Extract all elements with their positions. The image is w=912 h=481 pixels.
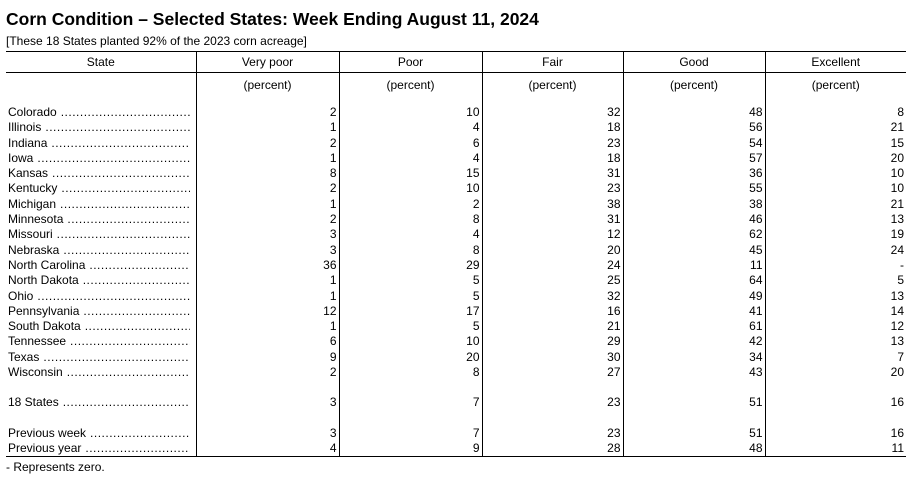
value-cell: 10 [339,181,482,196]
spacer-cell [339,380,482,395]
state-cell [6,212,196,227]
value-cell: 2 [196,136,339,151]
value-cell: 55 [623,181,765,196]
value-cell: 48 [623,105,765,120]
state-cell [6,289,196,304]
column-header-poor: Poor [339,52,482,73]
table-row [6,105,906,120]
state-name: Nebraska [8,242,60,257]
table-body [6,97,906,457]
value-cell: 38 [482,197,623,212]
dot-leader [43,350,189,365]
dot-leader [67,212,189,227]
units-cell: (percent) [623,73,765,98]
value-cell: 6 [196,334,339,349]
table-row [6,136,906,151]
value-cell: 3 [196,426,339,441]
value-cell: 2 [196,181,339,196]
value-cell: 4 [196,441,339,457]
spacer-cell [339,97,482,105]
state-name: Iowa [8,150,34,165]
value-cell: 23 [482,136,623,151]
value-cell: 2 [196,105,339,120]
state-name: Missouri [8,227,53,242]
spacer-cell [765,411,906,426]
value-cell: 6 [339,136,482,151]
value-cell: 8 [765,105,906,120]
value-cell: 45 [623,243,765,258]
dot-leader [63,395,190,410]
value-cell: 4 [339,120,482,135]
spacer-row [6,97,906,105]
value-cell: 1 [196,319,339,334]
dot-leader [90,426,189,441]
value-cell: 15 [339,166,482,181]
value-cell: 10 [339,334,482,349]
value-cell: 23 [482,181,623,196]
value-cell: 7 [765,350,906,365]
value-cell: 51 [623,395,765,410]
dot-leader [89,258,189,273]
value-cell: 24 [765,243,906,258]
value-cell: 2 [339,197,482,212]
state-name: Michigan [8,196,57,211]
table-row [6,273,906,288]
state-cell [6,304,196,319]
table-row [6,365,906,380]
state-name: Previous week [8,425,87,440]
dot-leader [63,243,189,258]
state-name: Illinois [8,120,42,135]
dot-leader [70,334,189,349]
value-cell: 8 [339,365,482,380]
condition-table [6,51,906,457]
value-cell: - [765,258,906,273]
value-cell: 1 [196,289,339,304]
state-name: Ohio [8,288,34,303]
value-cell: 62 [623,227,765,242]
column-header-good: Good [623,52,765,73]
spacer-cell [6,411,196,426]
value-cell: 16 [765,395,906,410]
value-cell: 13 [765,289,906,304]
value-cell: 56 [623,120,765,135]
state-cell [6,273,196,288]
value-cell: 36 [196,258,339,273]
value-cell: 61 [623,319,765,334]
value-cell: 24 [482,258,623,273]
value-cell: 31 [482,212,623,227]
spacer-cell [482,380,623,395]
value-cell: 51 [623,426,765,441]
dot-leader [61,105,190,120]
value-cell: 1 [196,120,339,135]
value-cell: 30 [482,350,623,365]
table-row [6,120,906,135]
value-cell: 3 [196,395,339,410]
value-cell: 5 [339,273,482,288]
value-cell: 34 [623,350,765,365]
value-cell: 18 [482,151,623,166]
dot-leader [37,151,189,166]
value-cell: 20 [339,350,482,365]
units-row [6,73,906,98]
units-cell: (percent) [339,73,482,98]
value-cell: 29 [482,334,623,349]
value-cell: 8 [196,166,339,181]
state-cell [6,197,196,212]
value-cell: 9 [196,350,339,365]
table-row [6,227,906,242]
value-cell: 41 [623,304,765,319]
value-cell: 46 [623,212,765,227]
value-cell: 21 [765,197,906,212]
value-cell: 1 [196,151,339,166]
value-cell: 64 [623,273,765,288]
page-title: Corn Condition – Selected States: Week Ending August 11, 2024 [6,9,539,29]
value-cell: 23 [482,395,623,410]
spacer-cell [482,97,623,105]
value-cell: 8 [339,243,482,258]
state-cell [6,120,196,135]
value-cell: 57 [623,151,765,166]
header-row [6,52,906,73]
column-header-very-poor: Very poor [196,52,339,73]
state-cell [6,350,196,365]
value-cell: 7 [339,395,482,410]
value-cell: 18 [482,120,623,135]
value-cell: 2 [196,212,339,227]
value-cell: 5 [339,289,482,304]
state-name: North Dakota [8,273,79,288]
value-cell: 49 [623,289,765,304]
value-cell: 12 [482,227,623,242]
table-row [6,395,906,410]
state-cell [6,334,196,349]
state-cell [6,166,196,181]
value-cell: 28 [482,441,623,457]
value-cell: 17 [339,304,482,319]
state-name: Texas [8,349,40,364]
spacer-row [6,380,906,395]
value-cell: 7 [339,426,482,441]
state-cell [6,105,196,120]
value-cell: 1 [196,197,339,212]
state-cell [6,151,196,166]
table-row [6,181,906,196]
value-cell: 12 [765,319,906,334]
state-cell [6,136,196,151]
value-cell: 2 [196,365,339,380]
value-cell: 5 [765,273,906,288]
spacer-row [6,411,906,426]
state-name: Indiana [8,135,48,150]
units-cell: (percent) [482,73,623,98]
state-name: 18 States [8,395,59,410]
value-cell: 32 [482,289,623,304]
dot-leader [85,319,190,334]
state-cell [6,258,196,273]
dot-leader [51,136,189,151]
value-cell: 13 [765,334,906,349]
value-cell: 8 [339,212,482,227]
value-cell: 16 [765,426,906,441]
spacer-cell [6,97,196,105]
value-cell: 4 [339,227,482,242]
value-cell: 31 [482,166,623,181]
dot-leader [83,304,189,319]
table-row [6,151,906,166]
spacer-cell [765,97,906,105]
value-cell: 27 [482,365,623,380]
value-cell: 21 [765,120,906,135]
state-name: Colorado [8,105,57,119]
table-row [6,166,906,181]
dot-leader [85,441,189,456]
spacer-cell [6,380,196,395]
column-header-excellent: Excellent [765,52,906,73]
state-cell [6,365,196,380]
state-name: Kentucky [8,181,58,196]
spacer-cell [482,411,623,426]
value-cell: 20 [765,365,906,380]
value-cell: 32 [482,105,623,120]
table-row [6,258,906,273]
value-cell: 42 [623,334,765,349]
value-cell: 43 [623,365,765,380]
footnote: - Represents zero. [6,460,105,474]
state-name: Tennessee [8,334,67,349]
table-row [6,289,906,304]
value-cell: 20 [765,151,906,166]
column-header-fair: Fair [482,52,623,73]
value-cell: 13 [765,212,906,227]
value-cell: 20 [482,243,623,258]
state-name: Minnesota [8,212,64,227]
value-cell: 12 [196,304,339,319]
value-cell: 25 [482,273,623,288]
value-cell: 19 [765,227,906,242]
value-cell: 36 [623,166,765,181]
spacer-cell [196,380,339,395]
units-cell: (percent) [196,73,339,98]
spacer-cell [196,97,339,105]
state-name: Wisconsin [8,365,63,380]
value-cell: 16 [482,304,623,319]
table-row [6,212,906,227]
dot-leader [83,273,190,288]
dot-leader [60,197,189,212]
spacer-cell [623,97,765,105]
dot-leader [45,120,189,135]
value-cell: 3 [196,227,339,242]
value-cell: 10 [765,166,906,181]
dot-leader [57,227,190,242]
value-cell: 14 [765,304,906,319]
state-cell [6,181,196,196]
table-row [6,350,906,365]
value-cell: 3 [196,243,339,258]
state-cell [6,243,196,258]
state-name: South Dakota [8,319,81,334]
value-cell: 15 [765,136,906,151]
value-cell: 29 [339,258,482,273]
spacer-cell [765,380,906,395]
dot-leader [61,181,189,196]
table-row [6,334,906,349]
value-cell: 23 [482,426,623,441]
table-row [6,243,906,258]
table-row [6,441,906,457]
dot-leader [52,166,189,181]
dot-leader [37,289,189,304]
table-row [6,426,906,441]
value-cell: 21 [482,319,623,334]
spacer-cell [623,411,765,426]
column-header-state: State [6,52,196,73]
state-cell [6,426,196,441]
value-cell: 4 [339,151,482,166]
state-cell [6,395,196,410]
units-cell-blank [6,73,196,98]
value-cell: 54 [623,136,765,151]
state-cell [6,227,196,242]
state-name: Kansas [8,166,49,181]
page-subtitle: [These 18 States planted 92% of the 2023 corn acreage] [6,34,307,48]
value-cell: 10 [339,105,482,120]
value-cell: 11 [623,258,765,273]
state-cell [6,441,196,457]
value-cell: 11 [765,441,906,457]
spacer-cell [196,411,339,426]
table-row [6,304,906,319]
state-cell [6,319,196,334]
value-cell: 38 [623,197,765,212]
dot-leader [67,365,190,380]
value-cell: 1 [196,273,339,288]
units-cell: (percent) [765,73,906,98]
spacer-cell [623,380,765,395]
spacer-cell [339,411,482,426]
state-name: Pennsylvania [8,303,80,318]
table-row [6,319,906,334]
value-cell: 10 [765,181,906,196]
state-name: North Carolina [8,257,86,272]
state-name: Previous year [8,440,82,455]
table-row [6,197,906,212]
value-cell: 48 [623,441,765,457]
value-cell: 9 [339,441,482,457]
value-cell: 5 [339,319,482,334]
